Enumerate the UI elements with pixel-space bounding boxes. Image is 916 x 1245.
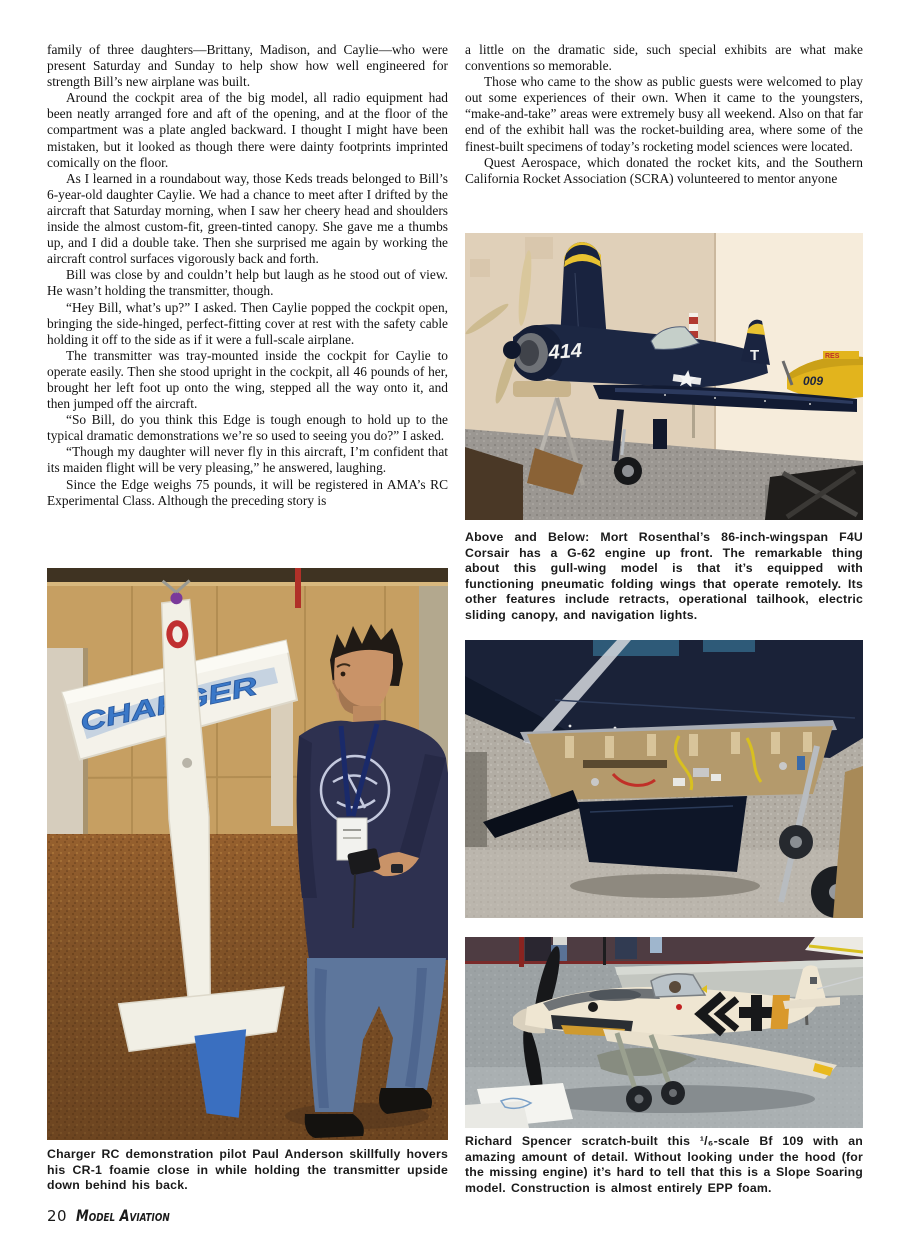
body-paragraph: Since the Edge weighs 75 pounds, it will be registered in AMA’s RC Experimental Class. Although the preceding story is [47,476,448,508]
caption-anderson: Charger RC demonstration pilot Paul Anderson skillfully hovers his CR-1 foamie close in while holding the transmitter upside down behind his back. [47,1147,448,1192]
right-column [465,42,863,187]
red-pole [295,568,301,608]
heart-emblem [676,1004,682,1010]
corsair-tail-letter: T [750,347,760,364]
photo-bf109 [465,937,863,1128]
caption-bf109: Richard Spencer scratch-built this ¹/₆-scale Bf 109 with an amazing amount of detail. Without looking under the hood (for the missing engine) it’s hard to tell that this is a Slope Soaring model. Construction is almost entirely EPP foam. [465,1134,863,1195]
body-paragraph: “Hey Bill, what’s up?” I asked. Then Caylie popped the cockpit open, bringing the side-hinged, perfect-fitting cover at rest with the safety cable holding it off to the side as if it were a full-scale airplane. [47,299,448,347]
body-paragraph: The transmitter was tray-mounted inside the cockpit for Caylie to operate easily. Then she stood upright in the cockpit, all 46 pounds of her, brought her left foot up onto the wing, stepped all the way onto it, and then jumped off the aircraft. [47,347,448,412]
left-column [47,42,448,509]
svg-text:RES: RES [825,353,840,360]
page-folio [47,1206,193,1225]
bf109-illustration [465,937,863,1128]
magazine-logo: Model Aviation [76,1206,170,1225]
corsair-nose-number: 414 [547,339,583,364]
page-number: 20 [47,1207,68,1225]
toy-truck [513,381,571,397]
body-paragraph: Quest Aerospace, which donated the rocket kits, and the Southern California Rocket Association (SCRA) volunteered to mentor anyone [465,154,863,186]
body-paragraph: “Though my daughter will never fly in this aircraft, I’m confident that its maiden flight will be very pleasing,” he answered, laughing. [47,444,448,476]
hanging-flap [578,796,747,872]
wristwatch [391,864,403,873]
body-paragraph: Around the cockpit area of the big model, all radio equipment had been neatly arranged fore and aft of the opening, and at the floor of the compartment was a plate angled backward. I thought I might have been mistaken, but it looked as though there were dainty footprints imprinted comically on the floor. [47,90,448,170]
body-paragraph: family of three daughters—Brittany, Madison, and Caylie—who were present Saturday and Sunday to help show how well engineered for strength Bill’s new airplane was built. [47,42,448,90]
body-paragraph: Bill was close by and couldn’t help but laugh as he stood out of view. He wasn’t holding the transmitter, though. [47,267,448,299]
background-plane-number: 009 [803,374,824,388]
stanchion-pole [519,937,524,967]
photo-wing-fold-mechanism [465,640,863,918]
caption-corsair: Above and Below: Mort Rosenthal’s 86-inch-wingspan F4U Corsair has a G-62 engine up front. The remarkable thing about this gull-wing model is that it’s equipped with functioning pneumatic folding wings that operate remotely. Its other features include retracts, operational tailhook, electric sliding canopy, and navigation lights. [465,530,863,622]
shoe [305,1114,364,1138]
body-paragraph: “So Bill, do you think this Edge is tough enough to hold up to the typical dramatic demonstrations we’re so used to seeing you do?” I asked. [47,412,448,444]
fuselage-band [771,995,790,1029]
photo-paul-anderson [47,568,448,1140]
body-paragraph: a little on the dramatic side, such special exhibits are what make conventions so memorable. [465,42,863,74]
wingfold-illustration [465,640,863,918]
exposed-wing-bay [527,726,833,800]
photo-f4u-corsair [465,233,863,520]
charger-wing-text: CHARGER [77,680,213,738]
corsair-illustration [465,233,863,520]
body-paragraph: Those who came to the show as public guests were welcomed to play out some experiences of their own. When it came to the youngsters, “make-and-take” areas were extremely busy all weekend. Also on that far end of the exhibit hall was the rocket-building area, where some of the finest-built specimens of today’s rocketing model sciences were located. [465,74,863,154]
anderson-illustration [47,568,448,1140]
body-paragraph: As I learned in a roundabout way, those Keds treads belonged to Bill’s 6-year-old daughter Caylie. We had a chance to meet after I drifted by the aircraft that Saturday morning, when I saw her cheery head and shoulders inside the almost custom-fit, green-tinted canopy. She gave me a thumbs up, and I did a double take. Then she surprised me again by working the aircraft control surfaces vigorously back and forth. [47,170,448,267]
